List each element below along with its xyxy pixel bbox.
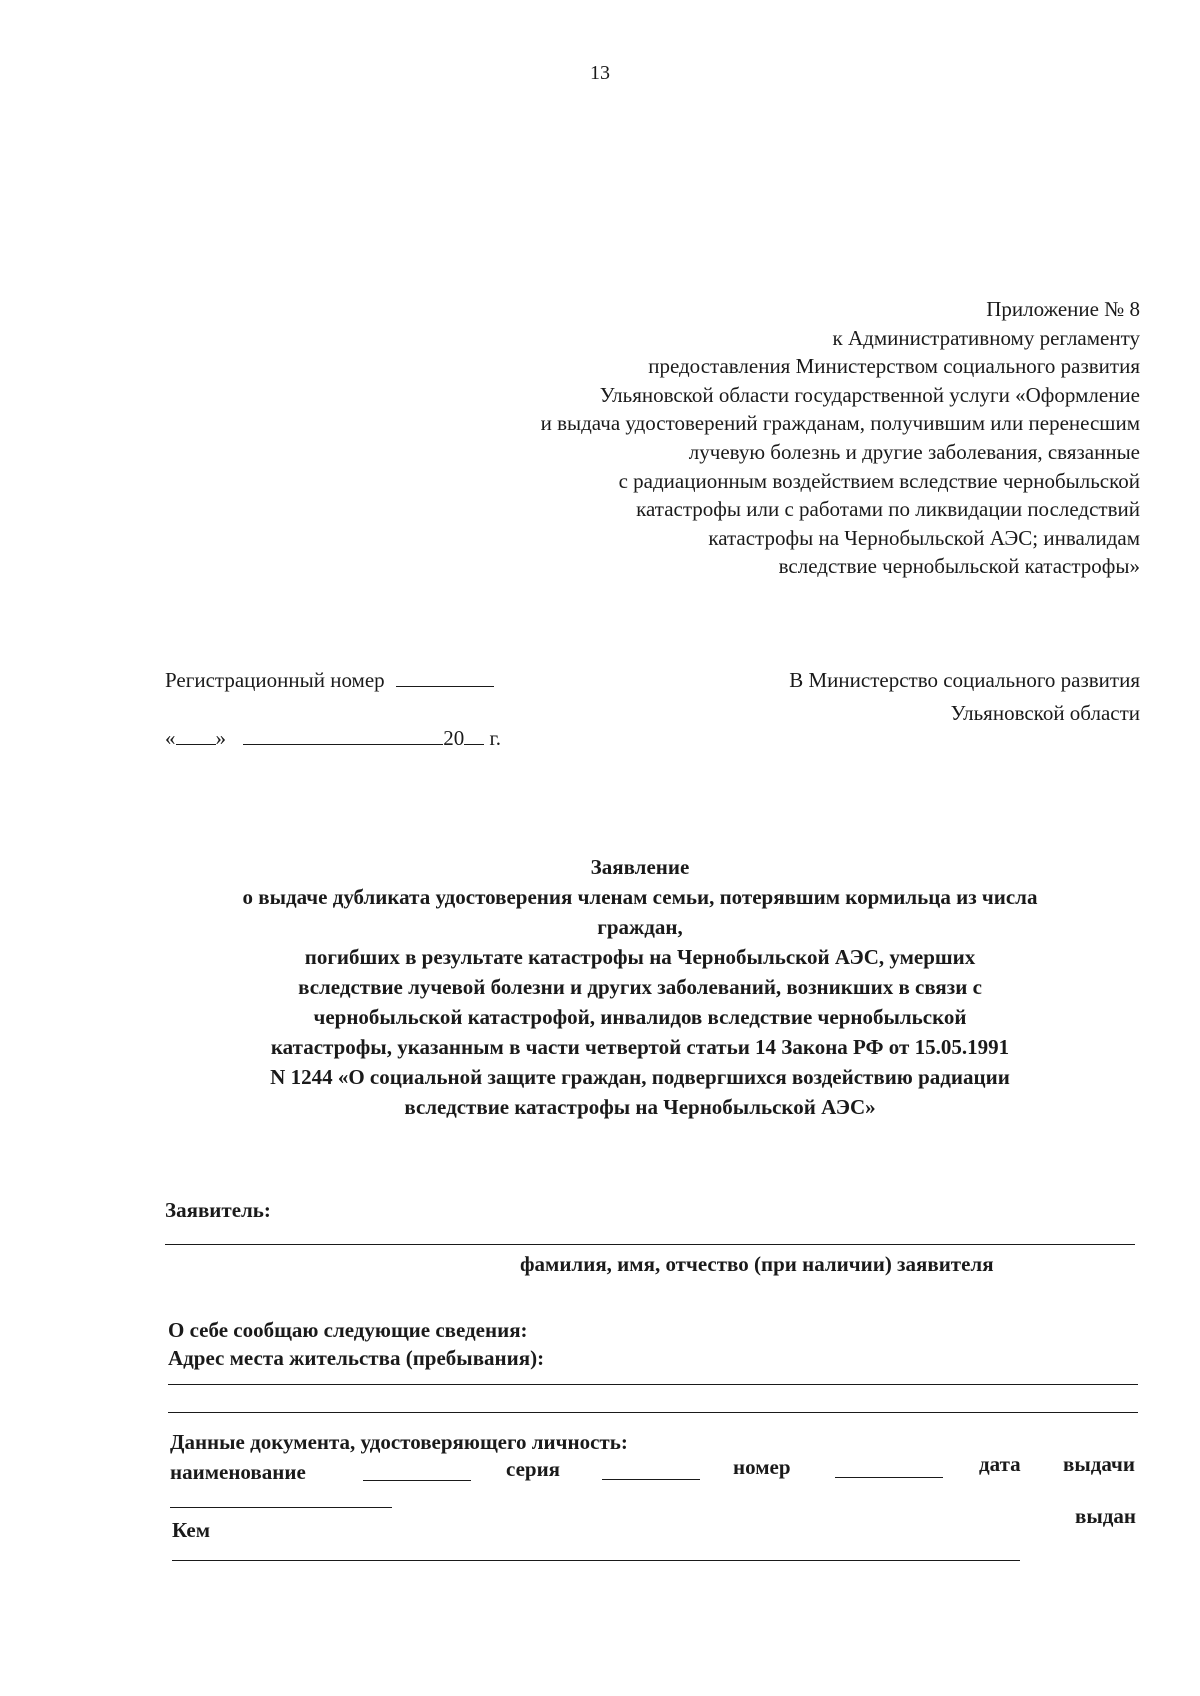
doc-series-field[interactable] <box>602 1479 700 1480</box>
info-intro: О себе сообщаю следующие сведения: <box>168 1318 528 1342</box>
date-day-field[interactable] <box>176 743 216 745</box>
document-title <box>180 852 1100 1122</box>
doc-issued-by-label: Кем <box>172 1518 211 1542</box>
applicant-name-field[interactable] <box>165 1244 1135 1245</box>
appendix-line: с радиационным воздействием вследствие чернобыльской <box>618 468 1140 493</box>
addressee <box>789 664 1140 730</box>
doc-issue-label: выдачи <box>1063 1452 1135 1476</box>
registration-number-row <box>165 668 494 693</box>
appendix-line: к Административному регламенту <box>832 325 1140 350</box>
doc-issued-label: выдан <box>1075 1504 1136 1528</box>
appendix-line: и выдача удостоверений гражданам, получившим или перенесшим <box>540 411 1140 436</box>
appendix-line: катастрофы или с работами по ликвидации последствий <box>636 497 1140 522</box>
appendix-line: катастрофы на Чернобыльской АЭС; инвалидам <box>708 525 1140 550</box>
date-year-prefix: 20 <box>443 726 465 750</box>
registration-number-field[interactable] <box>396 685 494 687</box>
doc-name-label: наименование <box>170 1460 306 1484</box>
appendix-line: предоставления Министерством социального развития <box>648 354 1140 379</box>
registration-number-label: Регистрационный номер <box>165 668 385 692</box>
appendix-line: лучевую болезнь и другие заболевания, связанные <box>688 439 1140 464</box>
addressee-line: Ульяновской области <box>950 701 1140 725</box>
date-year-field[interactable] <box>464 743 484 745</box>
address-field-line-1[interactable] <box>168 1384 1138 1385</box>
doc-number-label: номер <box>733 1455 791 1479</box>
date-month-field[interactable] <box>243 743 443 745</box>
doc-date-label: дата <box>979 1452 1021 1476</box>
appendix-line: Ульяновской области государственной услуги «Оформление <box>599 382 1140 407</box>
date-close-quote: » <box>215 726 226 750</box>
id-document-heading: Данные документа, удостоверяющего личность: <box>170 1430 628 1454</box>
doc-issue-date-field[interactable] <box>170 1507 392 1508</box>
appendix-line: Приложение № 8 <box>986 297 1140 321</box>
doc-name-field[interactable] <box>363 1480 471 1481</box>
address-label: Адрес места жительства (пребывания): <box>168 1346 545 1370</box>
address-field-line-2[interactable] <box>168 1412 1138 1413</box>
doc-series-label: серия <box>506 1457 561 1481</box>
applicant-caption: фамилия, имя, отчество (при наличии) заявителя <box>520 1252 994 1276</box>
title-heading: Заявление <box>590 855 690 879</box>
title-description: погибших в результате катастрофы на Чернобыльской АЭС, умерших вследствие лучевой болезни и других заболеваний, возникших в связи с чернобыльской катастрофой, инвалидов вследствие чернобыльской катастрофы, указанным в части четвертой статьи 14 Закона РФ от 15.05.1991 N 1244 «О социальной защите граждан, подвергшихся воздействию радиации вследствие катастрофы на Чернобыльской АЭС» <box>270 945 1010 1119</box>
applicant-label: Заявитель: <box>165 1198 271 1222</box>
date-year-suffix: г. <box>489 726 501 750</box>
page-number: 13 <box>590 62 610 84</box>
appendix-header <box>541 295 1140 581</box>
doc-issued-by-field[interactable] <box>172 1560 1020 1561</box>
title-subject: о выдаче дубликата удостоверения членам семьи, потерявшим кормильца из числа граждан, <box>242 885 1038 939</box>
addressee-line: В Министерство социального развития <box>789 668 1140 692</box>
registration-date-row <box>165 726 501 751</box>
date-open-quote: « <box>165 726 176 750</box>
doc-number-field[interactable] <box>835 1477 943 1478</box>
appendix-line: вследствие чернобыльской катастрофы» <box>778 554 1140 579</box>
